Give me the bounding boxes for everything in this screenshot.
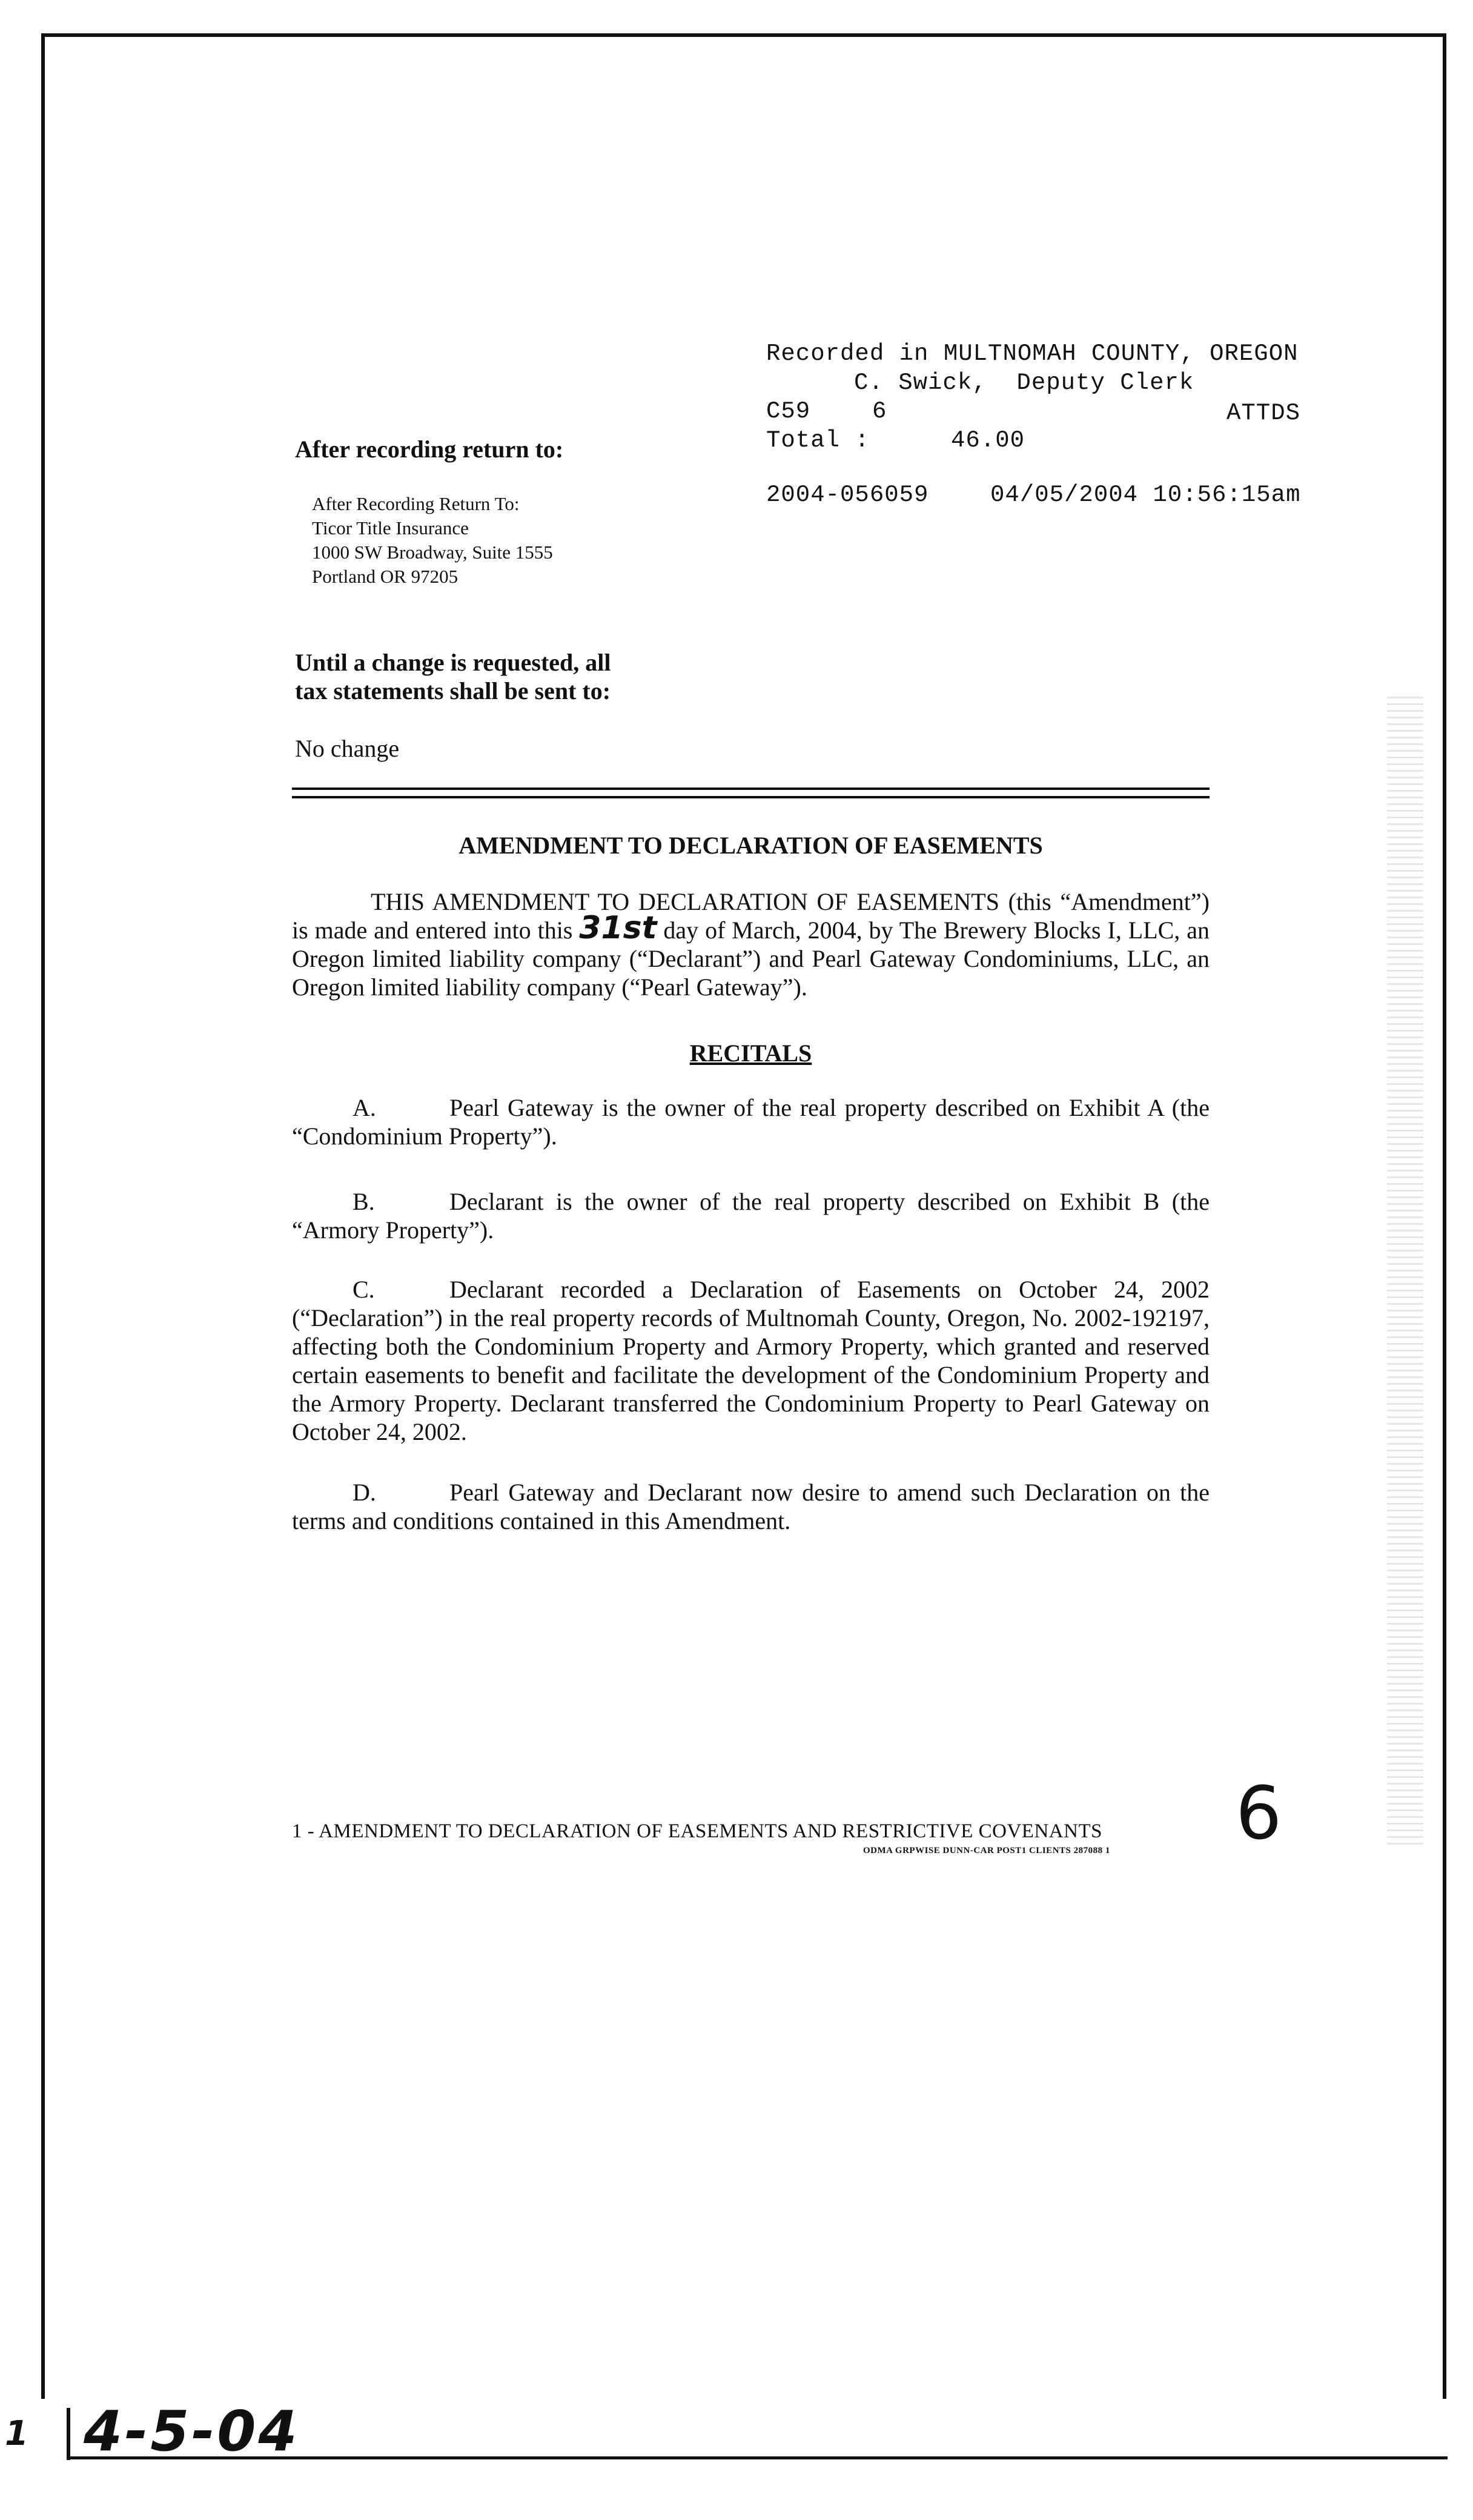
page-border-corner xyxy=(67,2408,70,2460)
recording-line-1: Recorded in MULTNOMAH COUNTY, OREGON xyxy=(766,340,1299,367)
handwritten-date: 4-5-04 xyxy=(84,2399,300,2464)
recital-d-text: Pearl Gateway and Declarant now desire to amend such Declaration on the terms and conditions contained in this Amendment. xyxy=(292,1479,1210,1534)
recitals-heading xyxy=(292,1039,1210,1067)
recital-a-text: Pearl Gateway is the owner of the real property described on Exhibit A (the “Condominium Property”). xyxy=(292,1094,1210,1150)
return-line-4: Portland OR 97205 xyxy=(312,566,458,587)
intro-paragraph xyxy=(292,887,1210,1001)
recital-c-label: C. xyxy=(353,1276,375,1303)
recital-b-label: B. xyxy=(353,1188,375,1215)
recording-datetime: 04/05/2004 10:56:15am xyxy=(990,482,1301,508)
recording-line-2: C. Swick, Deputy Clerk xyxy=(854,370,1194,396)
footer-document-code: ODMA GRPWISE DUNN-CAR POST1 CLIENTS 287088 1 xyxy=(863,1846,1110,1855)
recitals-heading-text: RECITALS xyxy=(689,1040,812,1067)
recording-total-label: Total : xyxy=(766,427,870,454)
tax-heading-line-1: Until a change is requested, all xyxy=(295,649,611,676)
recital-b xyxy=(292,1187,1210,1244)
recital-d-label: D. xyxy=(353,1479,376,1506)
recital-d xyxy=(292,1478,1210,1535)
footer-title: 1 - AMENDMENT TO DECLARATION OF EASEMENTS AND RESTRICTIVE COVENANTS xyxy=(292,1820,1102,1842)
intro-text-1: THIS AMENDMENT TO DECLARATION OF EASEMENTS (this “Amendment”) is made and entered into this xyxy=(292,888,1210,944)
handwritten-day: 31st xyxy=(579,910,657,946)
return-line-1: After Recording Return To: xyxy=(312,493,520,514)
page-border-top xyxy=(41,33,1446,37)
scan-noise xyxy=(1387,697,1423,1848)
recital-a-label: A. xyxy=(353,1094,376,1121)
divider-rule-bottom xyxy=(292,796,1210,798)
return-heading: After recording return to: xyxy=(295,436,564,463)
return-line-2: Ticor Title Insurance xyxy=(312,517,469,539)
recital-c-text: Declarant recorded a Declaration of Easements on October 24, 2002 (“Declaration”) in the real property records of Multnomah County, Oregon, No. 2002-192197, affecting both the Condominium Property and Armory Property, which granted and reserved certain easements to benefit and facilitate the development of the Condominium Property and the Armory Property. Declarant transferred the Condominium Property to Pearl Gateway on October 24, 2002. xyxy=(292,1276,1210,1445)
recital-c xyxy=(292,1275,1210,1446)
recording-doc-number: 2004-056059 xyxy=(766,482,929,508)
intro-text-2: day of March, 2004, by The Brewery Blocks I, LLC, an Oregon limited liability company (“Declarant”) and Pearl Gateway Condominiums, LLC, an Oregon limited liability company (“Pearl Gateway”). xyxy=(292,917,1210,1001)
handwritten-page-number: 6 xyxy=(1236,1772,1282,1856)
page-border-right xyxy=(1443,33,1446,2399)
recording-code: C59 xyxy=(766,398,811,425)
tax-heading-line-2: tax statements shall be sent to: xyxy=(295,677,611,705)
margin-mark: 1 xyxy=(5,2414,28,2453)
recording-count: 6 xyxy=(872,398,887,425)
page-border-left xyxy=(41,33,45,2399)
return-line-3: 1000 SW Broadway, Suite 1555 xyxy=(312,542,553,563)
recording-total-value: 46.00 xyxy=(951,427,1025,454)
tax-heading xyxy=(295,648,611,705)
document-title: AMENDMENT TO DECLARATION OF EASEMENTS xyxy=(458,832,1043,859)
recital-a xyxy=(292,1093,1210,1150)
tax-value: No change xyxy=(295,735,400,762)
return-address xyxy=(312,492,553,589)
divider-rule-top xyxy=(292,788,1210,790)
recording-attds: ATTDS xyxy=(1226,400,1301,426)
recital-b-text: Declarant is the owner of the real property described on Exhibit B (the “Armory Property”). xyxy=(292,1188,1210,1244)
